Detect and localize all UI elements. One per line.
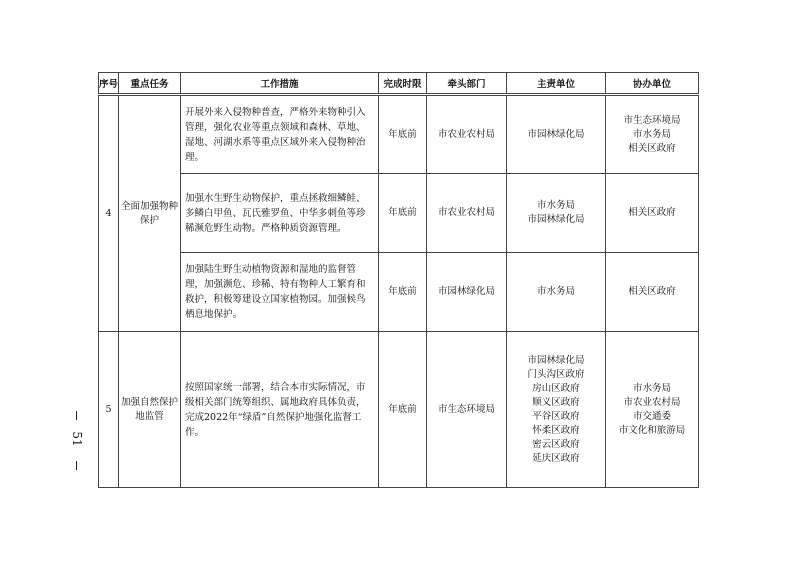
row-responsible — [507, 174, 606, 253]
assist-unit: 市生态环境局 — [623, 114, 681, 126]
table-row — [99, 332, 699, 488]
row-assist — [606, 174, 699, 253]
row-assist — [606, 253, 699, 332]
row-measure: 加强陆生野生动植物资源和湿地的监督管理，加强濒危、珍稀、特有物种人工繁育和救护，积极筹建设立国家植物园。加强候鸟栖息地保护。 — [181, 253, 379, 332]
row-measure: 开展外来入侵物种普查，严格外来物种引入管理，强化农业等重点领域和森林、草地、湿地、河湖水系等重点区域外来入侵物种治理。 — [181, 95, 379, 174]
responsible-unit: 门头沟区政府 — [527, 368, 585, 380]
assist-unit: 市农业农村局 — [623, 396, 681, 408]
responsible-unit: 平谷区政府 — [532, 410, 580, 422]
header-responsible: 主责单位 — [507, 73, 606, 95]
row-lead: 市园林绿化局 — [427, 253, 507, 332]
row-assist — [606, 95, 699, 174]
header-measure: 工作措施 — [181, 73, 379, 95]
table-row — [99, 253, 699, 332]
row-measure: 按照国家统一部署，结合本市实际情况，市级相关部门统筹组织、属地政府具体负责，完成2022年“绿盾”自然保护地强化监督工作。 — [181, 332, 379, 488]
row-deadline: 年底前 — [379, 332, 427, 488]
table-row — [99, 174, 699, 253]
row-deadline: 年底前 — [379, 95, 427, 174]
assist-unit: 市文化和旅游局 — [618, 424, 686, 436]
row-index: 4 — [99, 95, 119, 332]
responsible-unit: 市水务局 — [536, 286, 575, 297]
row-responsible — [507, 253, 606, 332]
row-task: 加强自然保护地监管 — [119, 332, 181, 488]
row-task: 全面加强物种保护 — [119, 95, 181, 332]
responsible-unit: 市园林绿化局 — [527, 214, 585, 225]
row-deadline: 年底前 — [379, 253, 427, 332]
header-index: 序号 — [99, 73, 119, 95]
page-number-dash-bottom — [76, 461, 77, 470]
row-deadline: 年底前 — [379, 174, 427, 253]
header-lead: 牵头部门 — [427, 73, 507, 95]
page-number-dash-top — [76, 411, 77, 420]
page-number — [66, 405, 88, 475]
responsible-unit: 怀柔区政府 — [532, 424, 580, 436]
responsible-unit: 市水务局 — [536, 200, 575, 211]
assist-unit: 相关区政府 — [628, 207, 676, 218]
table-header-row — [99, 73, 699, 95]
header-task: 重点任务 — [119, 73, 181, 95]
responsible-unit: 市园林绿化局 — [527, 128, 585, 140]
row-responsible — [507, 332, 606, 488]
assist-unit: 市水务局 — [632, 382, 671, 394]
assist-unit: 市水务局 — [632, 128, 671, 140]
responsible-unit: 房山区政府 — [532, 382, 580, 394]
page-number-text: 51 — [70, 431, 84, 447]
responsible-unit: 市园林绿化局 — [527, 354, 585, 366]
row-lead: 市生态环境局 — [427, 332, 507, 488]
row-index: 5 — [99, 332, 119, 488]
responsible-unit: 延庆区政府 — [532, 452, 580, 464]
header-assist: 协办单位 — [606, 73, 699, 95]
assist-unit: 相关区政府 — [628, 142, 676, 154]
header-deadline: 完成时限 — [379, 73, 427, 95]
table-row — [99, 95, 699, 174]
row-lead: 市农业农村局 — [427, 174, 507, 253]
assist-unit: 相关区政府 — [628, 286, 676, 297]
assist-unit: 市交通委 — [632, 410, 671, 422]
work-table — [98, 72, 699, 488]
row-lead: 市农业农村局 — [427, 95, 507, 174]
row-responsible — [507, 95, 606, 174]
row-measure: 加强水生野生动物保护，重点拯救细鳞鲑、多鳞白甲鱼、瓦氏雅罗鱼、中华多刺鱼等珍稀濒危野生动物。严格种质资源管理。 — [181, 174, 379, 253]
row-assist — [606, 332, 699, 488]
responsible-unit: 顺义区政府 — [532, 396, 580, 408]
responsible-unit: 密云区政府 — [532, 438, 580, 450]
